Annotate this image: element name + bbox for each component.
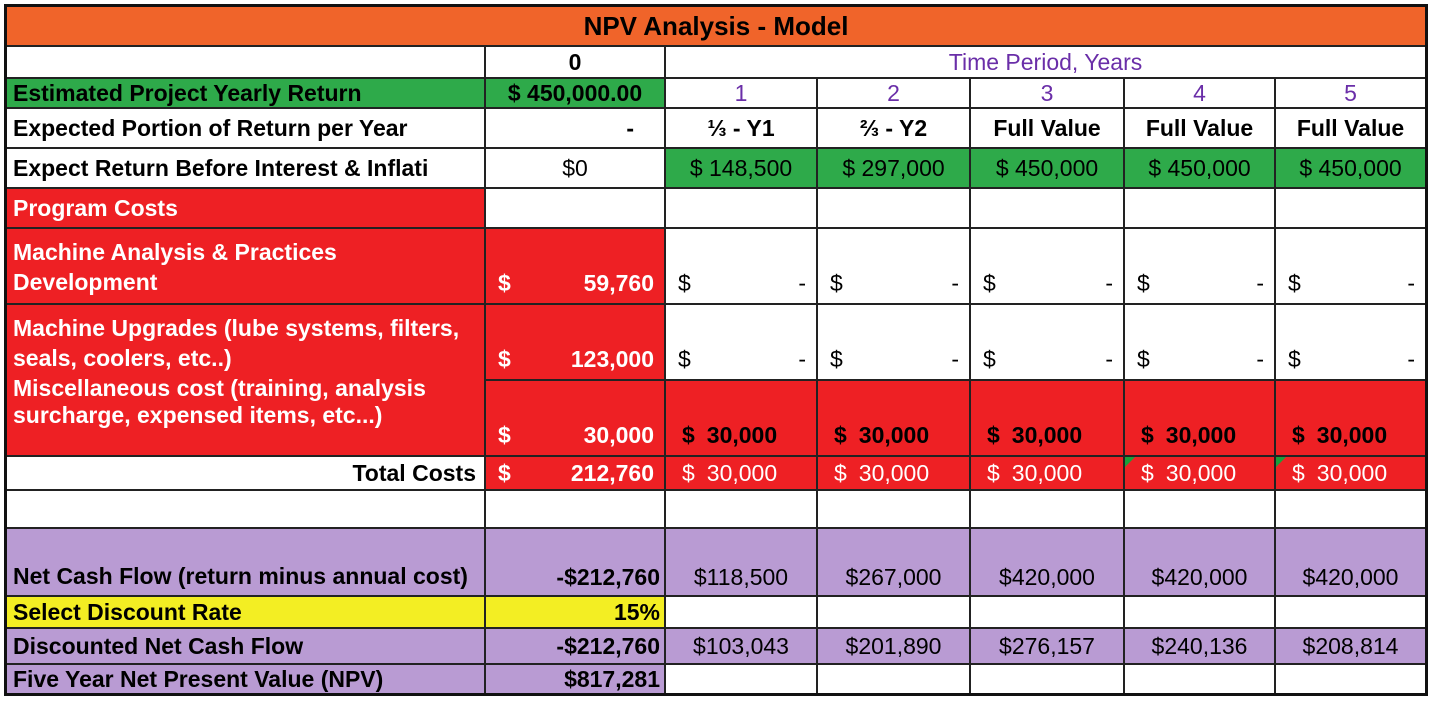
misc-cost-label[interactable]: Miscellaneous cost (training, analysis surcharge, expensed items, etc...) bbox=[7, 375, 486, 457]
npv-y5[interactable] bbox=[1276, 665, 1425, 693]
machine-upgrades-y3-value: - bbox=[1105, 346, 1113, 372]
currency-symbol: $ bbox=[834, 459, 847, 486]
machine-upgrades-y4[interactable] bbox=[1125, 305, 1276, 381]
program-costs-y3[interactable] bbox=[971, 189, 1125, 229]
currency-symbol: $ bbox=[1137, 270, 1150, 296]
program-costs-y2[interactable] bbox=[818, 189, 971, 229]
discounted-ncf-y0[interactable]: -$212,760 bbox=[486, 629, 666, 665]
spacer-cell-y2[interactable] bbox=[818, 491, 971, 529]
machine-upgrades-y0-value: 123,000 bbox=[570, 346, 654, 372]
currency-symbol: $ bbox=[498, 270, 511, 296]
currency-symbol: $ bbox=[682, 459, 695, 486]
misc-cost-y1[interactable] bbox=[666, 381, 818, 457]
period-zero-header[interactable]: 0 bbox=[486, 47, 666, 79]
machine-upgrades-y3[interactable] bbox=[971, 305, 1125, 381]
misc-cost-y3-value: 30,000 bbox=[1011, 422, 1083, 448]
total-costs-y5[interactable] bbox=[1276, 457, 1425, 491]
machine-analysis-y0-value: 59,760 bbox=[583, 270, 654, 296]
machine-analysis-y1-value: - bbox=[798, 270, 806, 296]
machine-analysis-y3[interactable] bbox=[971, 229, 1125, 305]
currency-symbol: $ bbox=[983, 346, 996, 372]
machine-upgrades-y2[interactable] bbox=[818, 305, 971, 381]
program-costs-y1[interactable] bbox=[666, 189, 818, 229]
expected-portion-y4[interactable]: Full Value bbox=[1125, 109, 1276, 149]
currency-symbol: $ bbox=[983, 270, 996, 296]
total-costs-y2[interactable] bbox=[818, 457, 971, 491]
npv-y4[interactable] bbox=[1125, 665, 1276, 693]
misc-cost-y5[interactable] bbox=[1276, 381, 1425, 457]
currency-symbol: $ bbox=[1288, 346, 1301, 372]
machine-analysis-y2-value: - bbox=[951, 270, 959, 296]
misc-cost-y4[interactable] bbox=[1125, 381, 1276, 457]
net-cash-flow-label[interactable]: Net Cash Flow (return minus annual cost) bbox=[7, 529, 486, 597]
discounted-ncf-label[interactable]: Discounted Net Cash Flow bbox=[7, 629, 486, 665]
npv-y2[interactable] bbox=[818, 665, 971, 693]
currency-symbol: $ bbox=[1141, 422, 1154, 448]
spacer-cell-y0[interactable] bbox=[486, 491, 666, 529]
spacer-cell-y5[interactable] bbox=[1276, 491, 1425, 529]
currency-symbol: $ bbox=[1137, 346, 1150, 372]
spacer-cell[interactable] bbox=[7, 499, 486, 529]
expected-portion-y5[interactable]: Full Value bbox=[1276, 109, 1425, 149]
program-costs-y5[interactable] bbox=[1276, 189, 1425, 229]
discounted-ncf-y4[interactable]: $240,136 bbox=[1125, 629, 1276, 665]
machine-upgrades-y5-value: - bbox=[1407, 346, 1415, 372]
currency-symbol: $ bbox=[498, 422, 511, 448]
total-costs-y3[interactable] bbox=[971, 457, 1125, 491]
discount-rate-y4[interactable] bbox=[1125, 597, 1276, 629]
total-costs-y1-value: 30,000 bbox=[706, 459, 778, 486]
expect-return-y1[interactable]: $ 148,500 bbox=[666, 149, 818, 189]
total-costs-y4-value: 30,000 bbox=[1165, 459, 1237, 486]
year-header-3[interactable]: 3 bbox=[971, 79, 1125, 109]
year-header-1[interactable]: 1 bbox=[666, 79, 818, 109]
discounted-ncf-y3[interactable]: $276,157 bbox=[971, 629, 1125, 665]
currency-symbol: $ bbox=[498, 346, 511, 372]
currency-symbol: $ bbox=[1288, 270, 1301, 296]
currency-symbol: $ bbox=[830, 270, 843, 296]
npv-y1[interactable] bbox=[666, 665, 818, 693]
discounted-ncf-y1[interactable]: $103,043 bbox=[666, 629, 818, 665]
currency-symbol: $ bbox=[682, 422, 695, 448]
machine-analysis-y1[interactable] bbox=[666, 229, 818, 305]
machine-upgrades-y1-value: - bbox=[798, 346, 806, 372]
currency-symbol: $ bbox=[498, 459, 511, 486]
total-costs-y4[interactable] bbox=[1125, 457, 1276, 491]
machine-analysis-y4[interactable] bbox=[1125, 229, 1276, 305]
currency-symbol: $ bbox=[834, 422, 847, 448]
comment-indicator[interactable] bbox=[1125, 457, 1135, 467]
expect-return-y4[interactable]: $ 450,000 bbox=[1125, 149, 1276, 189]
discount-rate-y5[interactable] bbox=[1276, 597, 1425, 629]
discount-rate-input[interactable]: 15% bbox=[486, 597, 666, 629]
expected-portion-y2[interactable]: ⅔ - Y2 bbox=[818, 109, 971, 149]
machine-analysis-y5-value: - bbox=[1407, 270, 1415, 296]
machine-analysis-y2[interactable] bbox=[818, 229, 971, 305]
npv-y3[interactable] bbox=[971, 665, 1125, 693]
npv-label[interactable]: Five Year Net Present Value (NPV) bbox=[7, 665, 486, 693]
expect-return-y2[interactable]: $ 297,000 bbox=[818, 149, 971, 189]
year-header-4[interactable]: 4 bbox=[1125, 79, 1276, 109]
discount-rate-label[interactable]: Select Discount Rate bbox=[7, 597, 486, 629]
currency-symbol: $ bbox=[987, 422, 1000, 448]
net-cash-flow-y3[interactable]: $420,000 bbox=[971, 529, 1125, 597]
misc-cost-y4-value: 30,000 bbox=[1165, 422, 1237, 448]
misc-cost-y0-value: 30,000 bbox=[583, 422, 654, 448]
expect-return-y3[interactable]: $ 450,000 bbox=[971, 149, 1125, 189]
expected-portion-y3[interactable]: Full Value bbox=[971, 109, 1125, 149]
discounted-ncf-y2[interactable]: $201,890 bbox=[818, 629, 971, 665]
machine-upgrades-y5[interactable] bbox=[1276, 305, 1425, 381]
discounted-ncf-y5[interactable]: $208,814 bbox=[1276, 629, 1425, 665]
total-costs-y5-value: 30,000 bbox=[1316, 459, 1388, 486]
currency-symbol: $ bbox=[1141, 459, 1154, 486]
expected-portion-label[interactable]: Expected Portion of Return per Year bbox=[7, 109, 486, 149]
machine-analysis-y4-value: - bbox=[1256, 270, 1264, 296]
discount-rate-y3[interactable] bbox=[971, 597, 1125, 629]
program-costs-y0[interactable] bbox=[486, 189, 666, 229]
machine-analysis-y3-value: - bbox=[1105, 270, 1113, 296]
misc-cost-y1-value: 30,000 bbox=[706, 422, 778, 448]
expected-portion-y0[interactable]: - bbox=[486, 109, 666, 149]
total-costs-y2-value: 30,000 bbox=[858, 459, 930, 486]
machine-analysis-label[interactable]: Machine Analysis & Practices Development bbox=[7, 229, 486, 305]
total-costs-y1[interactable] bbox=[666, 457, 818, 491]
time-period-header[interactable]: Time Period, Years bbox=[666, 47, 1425, 79]
header-label-blank[interactable] bbox=[7, 47, 486, 79]
comment-indicator[interactable] bbox=[1276, 457, 1286, 467]
machine-analysis-y5[interactable] bbox=[1276, 229, 1425, 305]
total-costs-y0-value: 212,760 bbox=[570, 459, 654, 486]
misc-cost-y5-value: 30,000 bbox=[1316, 422, 1388, 448]
npv-value[interactable]: $817,281 bbox=[486, 665, 666, 693]
expect-return-y0[interactable]: $0 bbox=[486, 149, 666, 189]
misc-cost-y2-value: 30,000 bbox=[858, 422, 930, 448]
machine-upgrades-label[interactable]: Machine Upgrades (lube systems, filters, seals, coolers, etc..) bbox=[7, 305, 486, 381]
expect-return-y5[interactable]: $ 450,000 bbox=[1276, 149, 1425, 189]
net-cash-flow-y2[interactable]: $267,000 bbox=[818, 529, 971, 597]
machine-upgrades-y4-value: - bbox=[1256, 346, 1264, 372]
sheet-title: NPV Analysis - Model bbox=[7, 7, 1425, 47]
spacer-cell-label[interactable] bbox=[7, 491, 486, 499]
total-costs-y0[interactable] bbox=[486, 457, 666, 491]
total-costs-y3-value: 30,000 bbox=[1011, 459, 1083, 486]
misc-cost-y2[interactable] bbox=[818, 381, 971, 457]
expected-portion-y1[interactable]: ⅓ - Y1 bbox=[666, 109, 818, 149]
spacer-cell-y3[interactable] bbox=[971, 491, 1125, 529]
year-header-2[interactable]: 2 bbox=[818, 79, 971, 109]
machine-analysis-y0[interactable] bbox=[486, 229, 666, 305]
currency-symbol: $ bbox=[987, 459, 1000, 486]
currency-symbol: $ bbox=[678, 270, 691, 296]
net-cash-flow-y4[interactable]: $420,000 bbox=[1125, 529, 1276, 597]
machine-upgrades-y1[interactable] bbox=[666, 305, 818, 381]
currency-symbol: $ bbox=[1292, 422, 1305, 448]
net-cash-flow-y0[interactable]: -$212,760 bbox=[486, 529, 666, 597]
program-costs-y4[interactable] bbox=[1125, 189, 1276, 229]
misc-cost-y3[interactable] bbox=[971, 381, 1125, 457]
net-cash-flow-y1[interactable]: $118,500 bbox=[666, 529, 818, 597]
discount-rate-y1[interactable] bbox=[666, 597, 818, 629]
net-cash-flow-y5[interactable]: $420,000 bbox=[1276, 529, 1425, 597]
spacer-cell-y1[interactable] bbox=[666, 491, 818, 529]
currency-symbol: $ bbox=[1292, 459, 1305, 486]
currency-symbol: $ bbox=[830, 346, 843, 372]
year-header-5[interactable]: 5 bbox=[1276, 79, 1425, 109]
npv-spreadsheet bbox=[4, 4, 1428, 696]
misc-cost-y0[interactable] bbox=[486, 381, 666, 457]
program-costs-label[interactable]: Program Costs bbox=[7, 189, 486, 229]
total-costs-label[interactable]: Total Costs bbox=[7, 457, 486, 491]
spacer-cell-y4[interactable] bbox=[1125, 491, 1276, 529]
machine-upgrades-y0[interactable] bbox=[486, 305, 666, 381]
machine-upgrades-y2-value: - bbox=[951, 346, 959, 372]
currency-symbol: $ bbox=[678, 346, 691, 372]
estimated-return-value[interactable]: $ 450,000.00 bbox=[486, 79, 666, 109]
estimated-return-label[interactable]: Estimated Project Yearly Return bbox=[7, 79, 486, 109]
expect-return-label[interactable]: Expect Return Before Interest & Inflati bbox=[7, 149, 486, 189]
discount-rate-y2[interactable] bbox=[818, 597, 971, 629]
